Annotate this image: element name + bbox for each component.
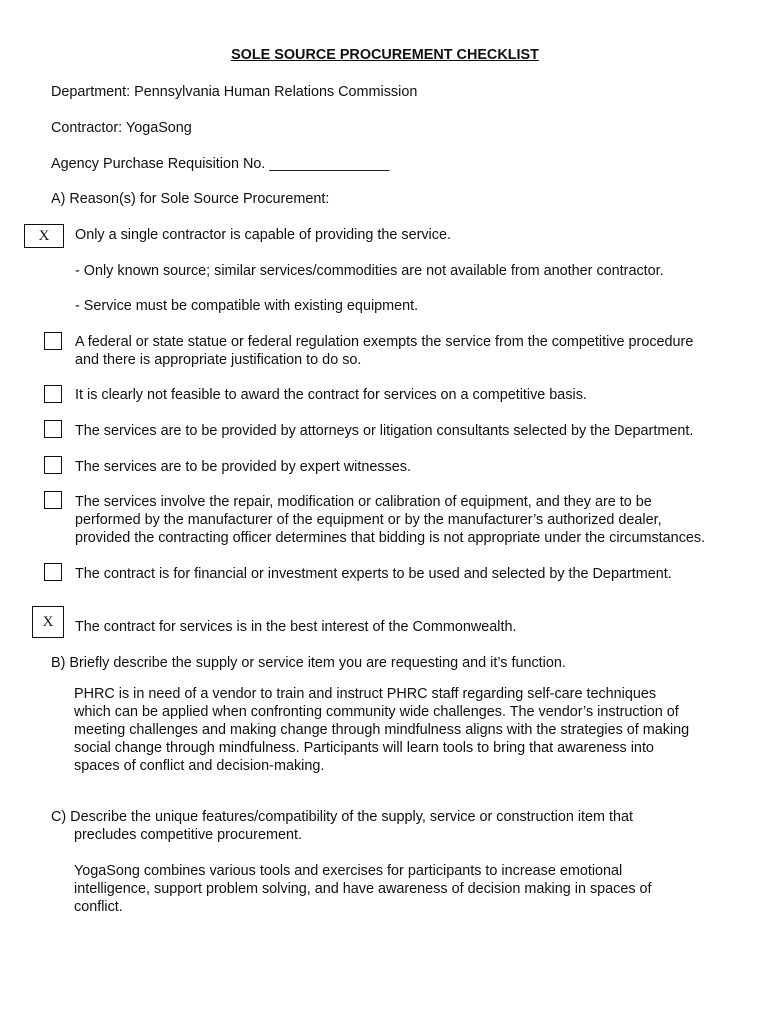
- section-b-line: social change through mindfulness. Participants will learn tools to bring that awareness into: [74, 740, 654, 756]
- section-b-line: which can be applied when confronting community wide challenges. The vendor’s instruction of: [74, 704, 679, 720]
- statute-checkbox[interactable]: [44, 332, 62, 350]
- best-interest-label: The contract for services is in the best interest of the Commonwealth.: [75, 619, 517, 635]
- section-c-line: intelligence, support problem solving, and have awareness of decision making in spaces of: [74, 881, 652, 897]
- single-contractor-checkbox[interactable]: X: [24, 224, 64, 248]
- section-c-heading: C) Describe the unique features/compatibility of the supply, service or construction item that: [51, 809, 634, 825]
- sub-reason-compatible: - Service must be compatible with existing equipment.: [75, 298, 419, 314]
- attorneys-checkbox[interactable]: [44, 420, 62, 438]
- section-b-line: meeting challenges and making change through mindfulness aligns with the strategies of making: [74, 722, 690, 738]
- department-line: Department: Pennsylvania Human Relations Commission: [51, 84, 418, 100]
- not-feasible-label: It is clearly not feasible to award the contract for services on a competitive basis.: [75, 387, 587, 403]
- section-c-heading-cont: precludes competitive procurement.: [74, 827, 302, 843]
- not-feasible-checkbox[interactable]: [44, 385, 62, 403]
- statute-label-line: and there is appropriate justification to do so.: [75, 352, 362, 368]
- repair-label-line: The services involve the repair, modification or calibration of equipment, and they are to be: [75, 494, 652, 510]
- contractor-line: Contractor: YogaSong: [51, 120, 192, 136]
- attorneys-label: The services are to be provided by attorneys or litigation consultants selected by the Department.: [75, 423, 694, 439]
- section-a-heading: A) Reason(s) for Sole Source Procurement:: [51, 191, 330, 207]
- statute-label: [75, 333, 693, 369]
- section-b-line: PHRC is in need of a vendor to train and instruct PHRC staff regarding self-care techniques: [74, 686, 657, 702]
- expert-witnesses-checkbox[interactable]: [44, 456, 62, 474]
- section-b-line: spaces of conflict and decision-making.: [74, 758, 325, 774]
- repair-checkbox[interactable]: [44, 491, 62, 509]
- financial-experts-label: The contract is for financial or investment experts to be used and selected by the Department.: [75, 566, 672, 582]
- section-b-response: [74, 685, 689, 775]
- repair-label: [75, 493, 705, 547]
- section-c-line: conflict.: [74, 899, 123, 915]
- repair-label-line: provided the contracting officer determines that bidding is not appropriate under the circumstances.: [75, 530, 706, 546]
- expert-witnesses-label: The services are to be provided by expert witnesses.: [75, 459, 411, 475]
- best-interest-checkbox[interactable]: X: [32, 606, 64, 638]
- statute-label-line: A federal or state statue or federal regulation exempts the service from the competitive procedure: [75, 334, 694, 350]
- single-contractor-label: Only a single contractor is capable of providing the service.: [75, 227, 451, 243]
- section-b-heading: B) Briefly describe the supply or service item you are requesting and it’s function.: [51, 655, 566, 671]
- section-c-response: [74, 862, 652, 916]
- section-c-line: YogaSong combines various tools and exercises for participants to increase emotional: [74, 863, 623, 879]
- requisition-line: Agency Purchase Requisition No. _______________: [51, 156, 390, 172]
- sub-reason-known-source: - Only known source; similar services/commodities are not available from another contractor.: [75, 263, 664, 279]
- page-title: SOLE SOURCE PROCUREMENT CHECKLIST: [231, 47, 539, 63]
- repair-label-line: performed by the manufacturer of the equipment or by the manufacturer’s authorized dealer,: [75, 512, 662, 528]
- financial-experts-checkbox[interactable]: [44, 563, 62, 581]
